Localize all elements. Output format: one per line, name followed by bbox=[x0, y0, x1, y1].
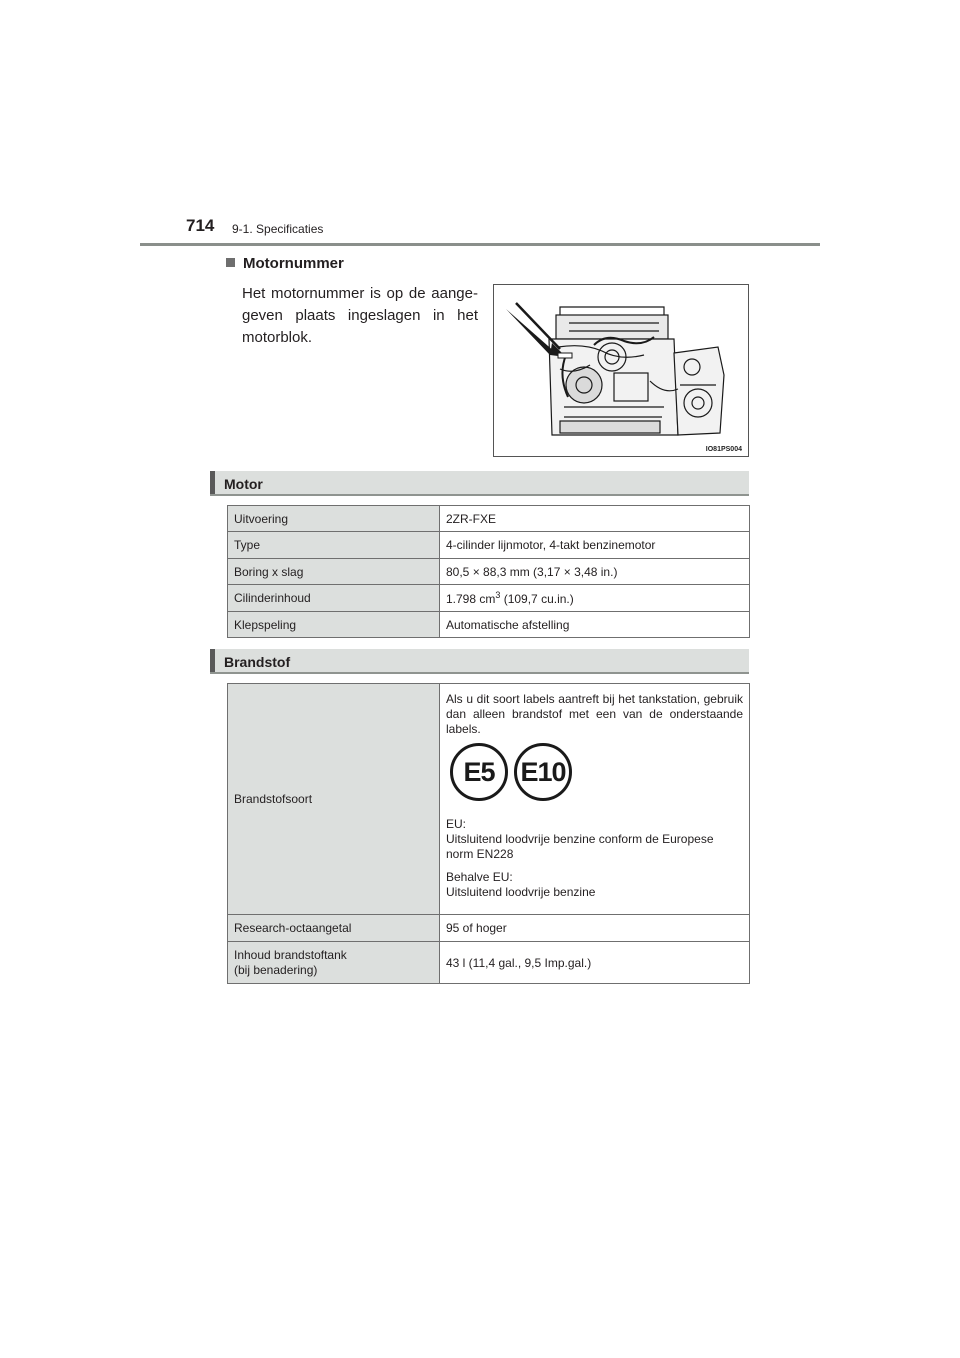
engine-number-heading-text: Motornummer bbox=[243, 255, 344, 272]
section-accent bbox=[210, 649, 215, 672]
table-row bbox=[228, 684, 750, 915]
engine-number-text: Het motornummer is op de aange-geven plaats ingeslagen in het motorblok. bbox=[242, 285, 478, 346]
spec-value: 2ZR-FXE bbox=[440, 506, 750, 532]
square-bullet-icon bbox=[226, 258, 235, 267]
spec-label: Klepspeling bbox=[228, 612, 440, 638]
figure-code: IO81PS004 bbox=[705, 446, 742, 453]
e5-fuel-badge: E5 bbox=[450, 743, 508, 801]
fuel-spec-table bbox=[227, 683, 750, 984]
spec-value: 95 of hoger bbox=[440, 915, 750, 942]
eu-heading: EU: bbox=[446, 817, 467, 831]
displacement-imperial: (109,7 cu.in.) bbox=[500, 592, 574, 606]
spec-value: Automatische afstelling bbox=[440, 612, 750, 638]
spec-value: 80,5 × 88,3 mm (3,17 × 3,48 in.) bbox=[440, 559, 750, 585]
engine-illustration bbox=[493, 284, 749, 457]
spec-value bbox=[440, 585, 750, 612]
spec-label: Boring x slag bbox=[228, 559, 440, 585]
section-accent bbox=[210, 471, 215, 494]
spec-label: Type bbox=[228, 532, 440, 559]
spec-label bbox=[228, 942, 440, 984]
tank-label-line-1: Inhoud brandstoftank bbox=[234, 947, 347, 962]
displacement-value: 1.798 cm bbox=[446, 592, 496, 606]
motor-spec-table bbox=[227, 505, 750, 638]
spec-label: Uitvoering bbox=[228, 506, 440, 532]
superscript-unit: 3 bbox=[495, 590, 501, 600]
spec-label: Brandstofsoort bbox=[228, 684, 440, 915]
brandstof-section-bar bbox=[210, 649, 749, 674]
non-eu-text: Uitsluitend loodvrije benzine bbox=[446, 885, 596, 899]
motor-section-title: Motor bbox=[224, 476, 263, 492]
spec-label: Research-octaangetal bbox=[228, 915, 440, 942]
motor-section-bar bbox=[210, 471, 749, 496]
tank-label-line-2: (bij benadering) bbox=[234, 962, 318, 977]
spec-label: Cilinderinhoud bbox=[228, 585, 440, 612]
fuel-badges bbox=[446, 743, 743, 809]
spec-value: 43 l (11,4 gal., 9,5 Imp.gal.) bbox=[440, 942, 750, 984]
engine-number-heading bbox=[226, 255, 344, 272]
engine-drawing-icon bbox=[494, 285, 748, 456]
non-eu-heading: Behalve EU: bbox=[446, 870, 513, 884]
header-divider bbox=[140, 243, 820, 246]
eu-note bbox=[446, 817, 743, 862]
section-title: 9-1. Specificaties bbox=[232, 222, 324, 236]
table-row bbox=[228, 612, 750, 638]
table-row bbox=[228, 532, 750, 559]
table-row bbox=[228, 585, 750, 612]
table-row bbox=[228, 942, 750, 984]
spec-value: 4-cilinder lijnmotor, 4-takt benzinemotor bbox=[440, 532, 750, 559]
eu-text: Uitsluitend loodvrije benzine conform de Europese norm EN228 bbox=[446, 832, 714, 861]
table-row bbox=[228, 506, 750, 532]
brandstof-section-title: Brandstof bbox=[224, 654, 291, 670]
table-row bbox=[228, 915, 750, 942]
spec-value bbox=[440, 684, 750, 915]
non-eu-note bbox=[446, 870, 743, 900]
table-row bbox=[228, 559, 750, 585]
page-number: 714 bbox=[186, 216, 215, 235]
e10-fuel-badge: E10 bbox=[514, 743, 572, 801]
fuel-label-description: Als u dit soort labels aantreft bij het tankstation, gebruik dan alleen brandstof met een van de onderstaande labels. bbox=[446, 692, 743, 736]
